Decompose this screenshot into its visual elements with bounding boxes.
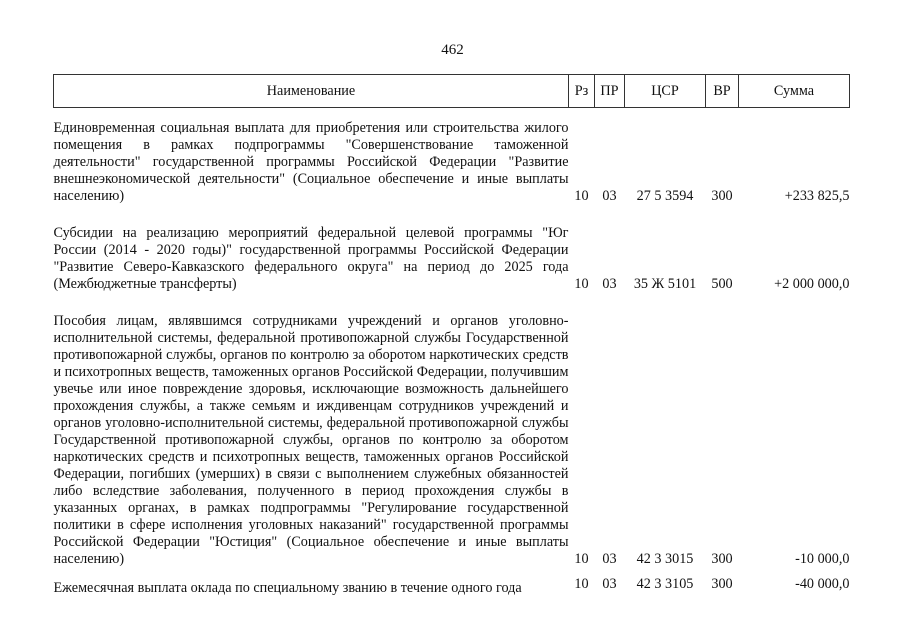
row-name: Пособия лицам, являвшимся сотрудниками учреждений и органов уголовно-исполнительной системы, федеральной противопожарной службы Государственной противопожарной службы, органов по контролю за оборотом наркотических средств и психотропных веществ, таможенных органов Российской Федерации, получившим увечье или иное повреждение здоровья, исключающие возможность дальнейшего прохождения службы, а также семьям и иждивенцам сотрудников учреждений и органов уголовно-исполнительной системы, федеральной противопожарной службы Государственной противопожарной службы, органов по контролю за оборотом наркотических средств и психотропных веществ, таможенных органов Российской Федерации, погибших (умерших) в связи с выполнением служебных обязанностей либо вследствие заболевания, полученного в период прохождения службы в указанных органах, в рамках подпрограммы "Регулирование государственной политики в сфере исполнения уголовных наказаний" государственной программы Российской Федерации "Юстиция" (Социальное обеспечение и иные выплаты населению) bbox=[53, 313, 569, 567]
row-vr: 500 bbox=[711, 276, 733, 292]
header-rz: Рз bbox=[569, 75, 595, 108]
table-row bbox=[54, 205, 850, 293]
header-sum: Сумма bbox=[739, 75, 850, 108]
row-csr: 42 3 3105 bbox=[636, 576, 694, 592]
table-header-row bbox=[54, 75, 850, 108]
row-rz: 10 bbox=[574, 551, 589, 567]
row-sum: -10 000,0 bbox=[795, 551, 850, 567]
row-rz: 10 bbox=[574, 188, 589, 204]
row-name: Субсидии на реализацию мероприятий федеральной целевой программы "Юг России (2014 - 2020 годы)" государственной программы Российской Федерации "Развитие Северо-Кавказского федерального округа" на период до 2025 года (Межбюджетные трансферты) bbox=[53, 225, 569, 292]
header-pr: ПР bbox=[595, 75, 625, 108]
row-vr: 300 bbox=[711, 576, 733, 592]
header-name: Наименование bbox=[54, 75, 569, 108]
row-rz: 10 bbox=[574, 576, 589, 592]
table-row bbox=[54, 293, 850, 568]
row-pr: 03 bbox=[602, 276, 617, 292]
row-vr: 300 bbox=[711, 188, 733, 204]
header-vr: ВР bbox=[706, 75, 739, 108]
row-csr: 35 Ж 5101 bbox=[633, 276, 697, 292]
row-pr: 03 bbox=[602, 576, 617, 592]
row-pr: 03 bbox=[602, 551, 617, 567]
page-number: 462 bbox=[441, 42, 464, 58]
row-name: Единовременная социальная выплата для приобретения или строительства жилого помещения в рамках подпрограммы "Совершенствование таможенной деятельности" государственной программы Российской Федерации "Развитие внешнеэкономической деятельности" (Социальное обеспечение и иные выплаты населению) bbox=[53, 120, 569, 204]
row-vr: 300 bbox=[711, 551, 733, 567]
row-csr: 42 3 3015 bbox=[636, 551, 694, 567]
table-row bbox=[54, 568, 850, 597]
budget-table bbox=[53, 74, 850, 597]
table-row bbox=[54, 108, 850, 206]
row-rz: 10 bbox=[574, 276, 589, 292]
row-name: Ежемесячная выплата оклада по специальному званию в течение одного года bbox=[53, 580, 522, 596]
row-pr: 03 bbox=[602, 188, 617, 204]
row-sum: +233 825,5 bbox=[784, 188, 850, 204]
header-csr: ЦСР bbox=[625, 75, 706, 108]
row-csr: 27 5 3594 bbox=[636, 188, 694, 204]
row-sum: -40 000,0 bbox=[795, 576, 850, 592]
row-sum: +2 000 000,0 bbox=[774, 276, 850, 292]
